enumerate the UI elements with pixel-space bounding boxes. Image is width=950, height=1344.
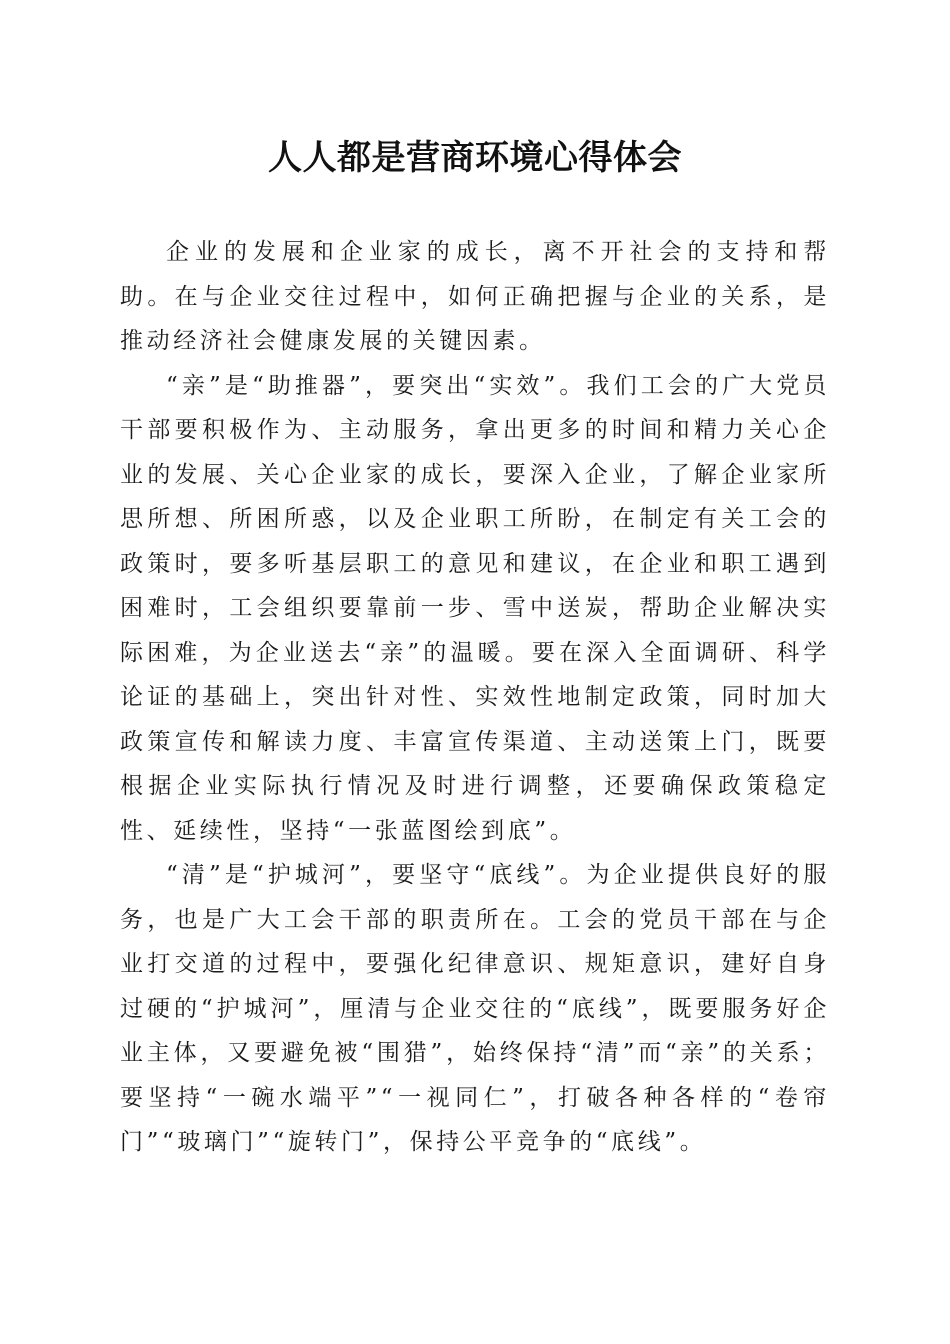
- paragraph-qing: “清”是“护城河”，要坚守“底线”。为企业提供良好的服务，也是广大工会干部的职责所在。工会的党员干部在与企业打交道的过程中，要强化纪律意识、规矩意识，建好自身过硬的“护城河”，厘清与企业交往的“底线”，既要服务好企业主体，又要避免被“围猎”，始终保持“清”而“亲”的关系；要坚持“一碗水端平”“一视同仁”，打破各种各样的“卷帘门”“玻璃门”“旋转门”，保持公平竞争的“底线”。: [120, 862, 830, 1155]
- document-title: 人人都是营商环境心得体会: [268, 138, 682, 178]
- paragraph-qin: “亲”是“助推器”，要突出“实效”。我们工会的广大党员干部要积极作为、主动服务，拿出更多的时间和精力关心企业的发展、关心企业家的成长，要深入企业，了解企业家所思所想、所困所惑，以及企业职工所盼，在制定有关工会的政策时，要多听基层职工的意见和建议，在企业和职工遇到困难时，工会组织要靠前一步、雪中送炭，帮助企业解决实际困难，为企业送去“亲”的温暖。要在深入全面调研、科学论证的基础上，突出针对性、实效性地制定政策，同时加大政策宣传和解读力度、丰富宣传渠道、主动送策上门，既要根据企业实际执行情况及时进行调整，还要确保政策稳定性、延续性，坚持“一张蓝图绘到底”。: [120, 372, 830, 844]
- document-body: [120, 230, 830, 1165]
- paragraph-intro: 企业的发展和企业家的成长，离不开社会的支持和帮助。在与企业交往过程中，如何正确把握与企业的关系，是推动经济社会健康发展的关键因素。: [120, 239, 830, 354]
